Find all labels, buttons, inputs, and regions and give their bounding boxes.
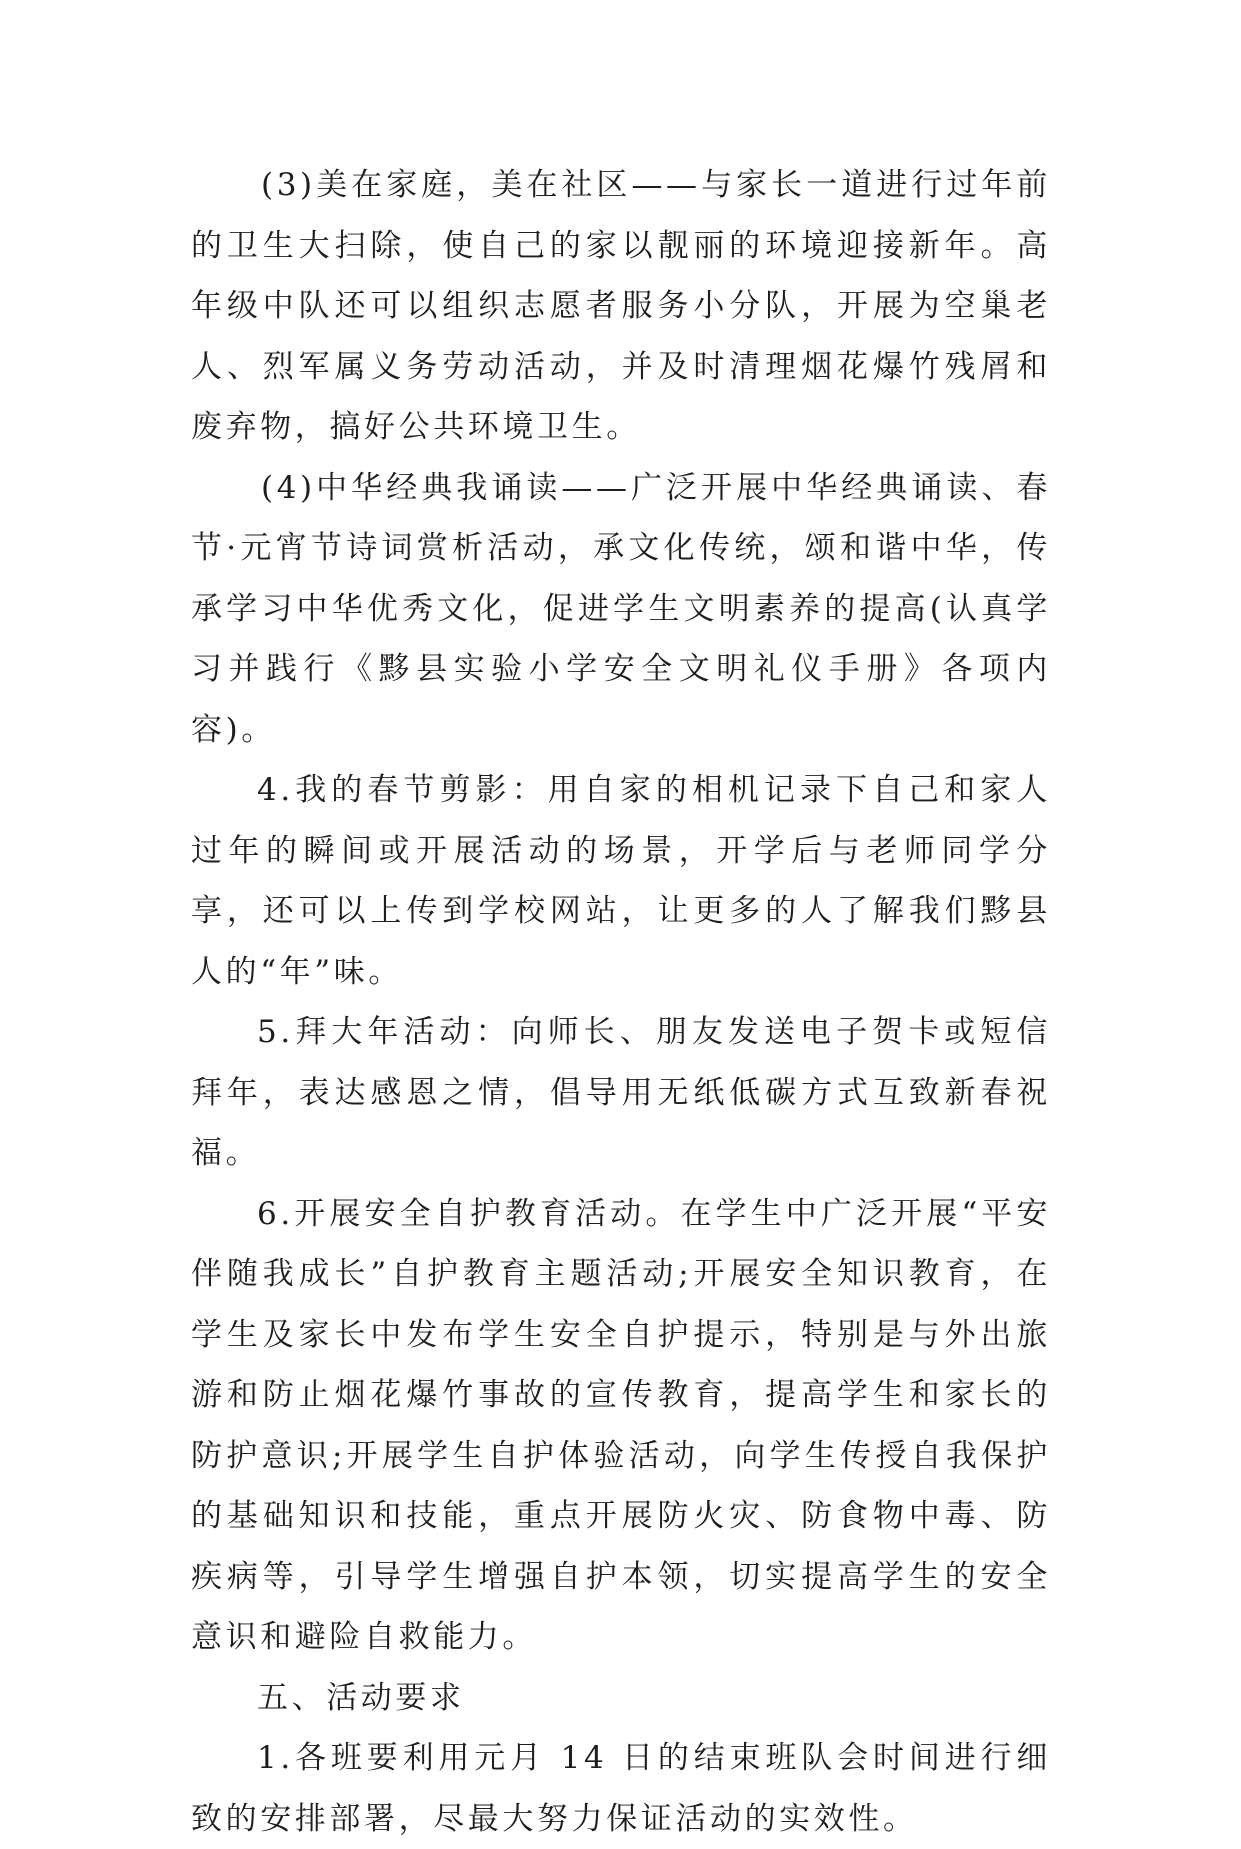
paragraph-requirement-1: 1.各班要利用元月 14 日的结束班队会时间进行细致的安排部署，尽最大努力保证活动的实效性。	[191, 1740, 1051, 1837]
paragraph-item-6-safety-education: 6.开展安全自护教育活动。在学生中广泛开展“平安伴随我成长”自护教育主题活动;开展安全知识教育，在学生及家长中发布学生安全自护提示，特别是与外出旅游和防止烟花爆竹事故的宣传教育，提高学生和家长的防护意识;开展学生自护体验活动，向学生传授自我保护的基础知识和技能，重点开展防火灾、防食物中毒、防疾病等，引导学生增强自护本领，切实提高学生的安全意识和避险自救能力。	[191, 1195, 1051, 1655]
paragraph-item-3-beautiful-home: (3)美在家庭，美在社区——与家长一道进行过年前的卫生大扫除，使自己的家以靓丽的环境迎接新年。高年级中队还可以组织志愿者服务小分队，开展为空巢老人、烈军属义务劳动活动，并及时清理烟花爆竹残屑和废弃物，搞好公共环境卫生。	[191, 167, 1051, 445]
document-body	[191, 155, 1051, 1849]
section-heading-activity-requirements: 五、活动要求	[257, 1679, 465, 1716]
paragraph-item-5-new-year-greetings: 5.拜大年活动：向师长、朋友发送电子贺卡或短信拜年，表达感恩之情，倡导用无纸低碳方式互致新春祝福。	[191, 1014, 1051, 1171]
paragraph-item-4-spring-festival-photos: 4.我的春节剪影：用自家的相机记录下自己和家人过年的瞬间或开展活动的场景，开学后与老师同学分享，还可以上传到学校网站，让更多的人了解我们黟县人的“年”味。	[191, 772, 1051, 990]
paragraph-item-4-classic-reading: (4)中华经典我诵读——广泛开展中华经典诵读、春节·元宵节诗词赏析活动，承文化传统，颂和谐中华，传承学习中华优秀文化，促进学生文明素养的提高(认真学习并践行《黟县实验小学安全文明礼仪手册》各项内容)。	[191, 469, 1051, 748]
